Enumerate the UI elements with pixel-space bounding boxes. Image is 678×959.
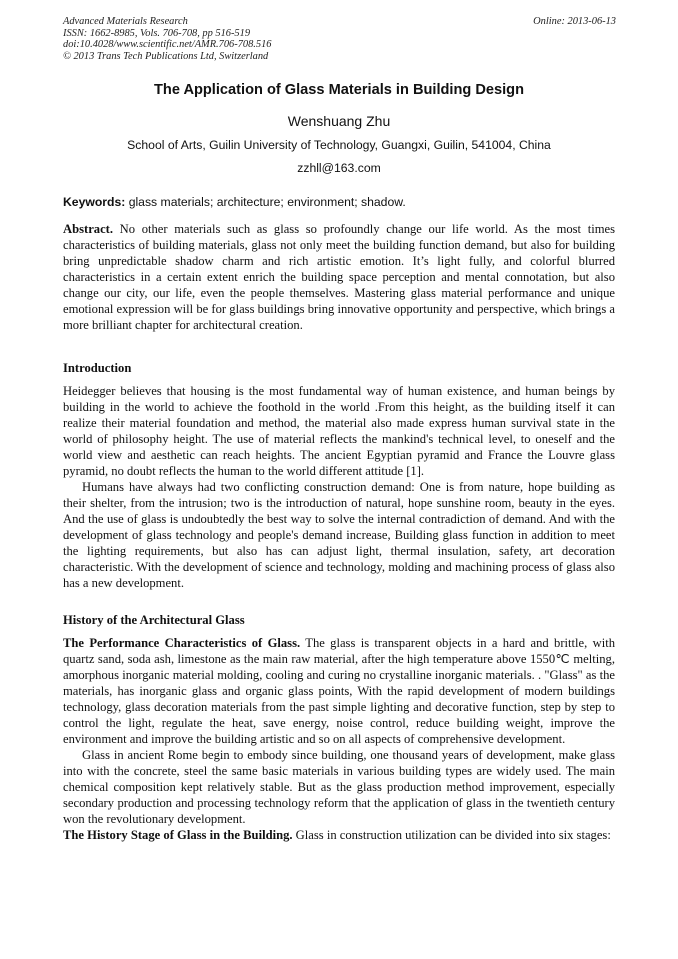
abstract [63, 221, 615, 333]
rome-paragraph: Glass in ancient Rome begin to embody since building, one thousand years of development, make glass into with the concrete, steel the same basic materials in various building types are widely used. The main chemical composition kept relatively stable. But as the glass production method improvement, especially secondary production and processing technology reform that the application of glass in the twentieth century won the revolutionary development. [63, 748, 615, 826]
history-stage-paragraph [63, 827, 615, 843]
author-email: zzhll@163.com [297, 161, 381, 175]
history-stage-text: Glass in construction utilization can be divided into six stages: [292, 828, 611, 842]
abstract-text: No other materials such as glass so profoundly change our life world. As the most times characteristics of building materials, glass not only meet the building function demand, but also for building bring unpredictable shadow charm and rich artistic emotion. It’s light fully, and colorful blurred characteristics in a certain extent enrich the building space perception and mental connotation, but also change our city, our life, even the people themselves. Mastering glass material performance and unique emotional expression will be for glass buildings bring innovative opportunity and perspective, which brings a more brilliant chapter for architectural creation. [63, 222, 615, 332]
online-date: Online: 2013-06-13 [533, 16, 616, 27]
keywords-label: Keywords: [63, 195, 126, 209]
section-heading-introduction: Introduction [63, 361, 132, 375]
copyright-line: © 2013 Trans Tech Publications Ltd, Switzerland [63, 50, 269, 62]
author-name: Wenshuang Zhu [287, 113, 391, 129]
keywords [63, 195, 615, 209]
performance-text: The glass is transparent objects in a hard and brittle, with quartz sand, soda ash, limestone as the main raw material, after the high temperature above 1550℃ melting, amorphous inorganic material molding, cooling and curing no crystalline inorganic materials. . "Glass" as the materials, has inorganic glass and organic glass points, With the rapid development of modern buildings technology, glass decoration materials from the past simple lighting and decorative function, step by step to control the light, regulate the heat, save energy, noise control, reduce building weight, improve the environment and improve the building artistic and so on all aspects of comprehensive development. [63, 636, 615, 746]
journal-name: Advanced Materials Research [63, 16, 188, 27]
history-body [63, 635, 615, 843]
affiliation: School of Arts, Guilin University of Technology, Guangxi, Guilin, 541004, China [127, 138, 551, 152]
performance-paragraph [63, 635, 615, 747]
issn-line: ISSN: 1662-8985, Vols. 706-708, pp 516-519 [63, 27, 251, 39]
introduction-body [63, 383, 615, 591]
history-stage-label: The History Stage of Glass in the Building. [63, 828, 293, 842]
performance-label: The Performance Characteristics of Glass. [63, 636, 301, 650]
section-heading-history: History of the Architectural Glass [63, 613, 245, 627]
paper-title: The Application of Glass Materials in Building Design [153, 82, 525, 98]
doi-line: doi:10.4028/www.scientific.net/AMR.706-708.516 [63, 39, 272, 51]
introduction-paragraph-2: Humans have always had two conflicting construction demand: One is from nature, hope building as their shelter, from the intrusion; two is the introduction of natural, hope sunshine room, beauty in the eyes. And the use of glass is undoubtedly the best way to solve the internal contradiction of demand. And with the development of glass technology and people's demand increase, Building glass function in addition to meet the lighting requirements, but also has can adjust light, thermal insulation, safety, art decoration characteristic. With the development of science and technology, molding and machining process of glass also has a new development. [63, 480, 615, 590]
abstract-label: Abstract. [63, 222, 114, 236]
introduction-paragraph-1: Heidegger believes that housing is the most fundamental way of human existence, and human beings by building in the world to achieve the foothold in the world .From this height, as the building itself it can realize their material foundation and method, the material also made express human survival state in the world of philosophy height. The use of material reflects the mankind's technical level, to oneself and the world view and aesthetic can reach heights. The ancient Egyptian pyramid and France the Louvre glass pyramid, no doubt reflects the human to the world different attitude [1]. [63, 384, 615, 478]
journal-header [63, 16, 483, 62]
keywords-text: glass materials; architecture; environment; shadow. [125, 195, 406, 209]
